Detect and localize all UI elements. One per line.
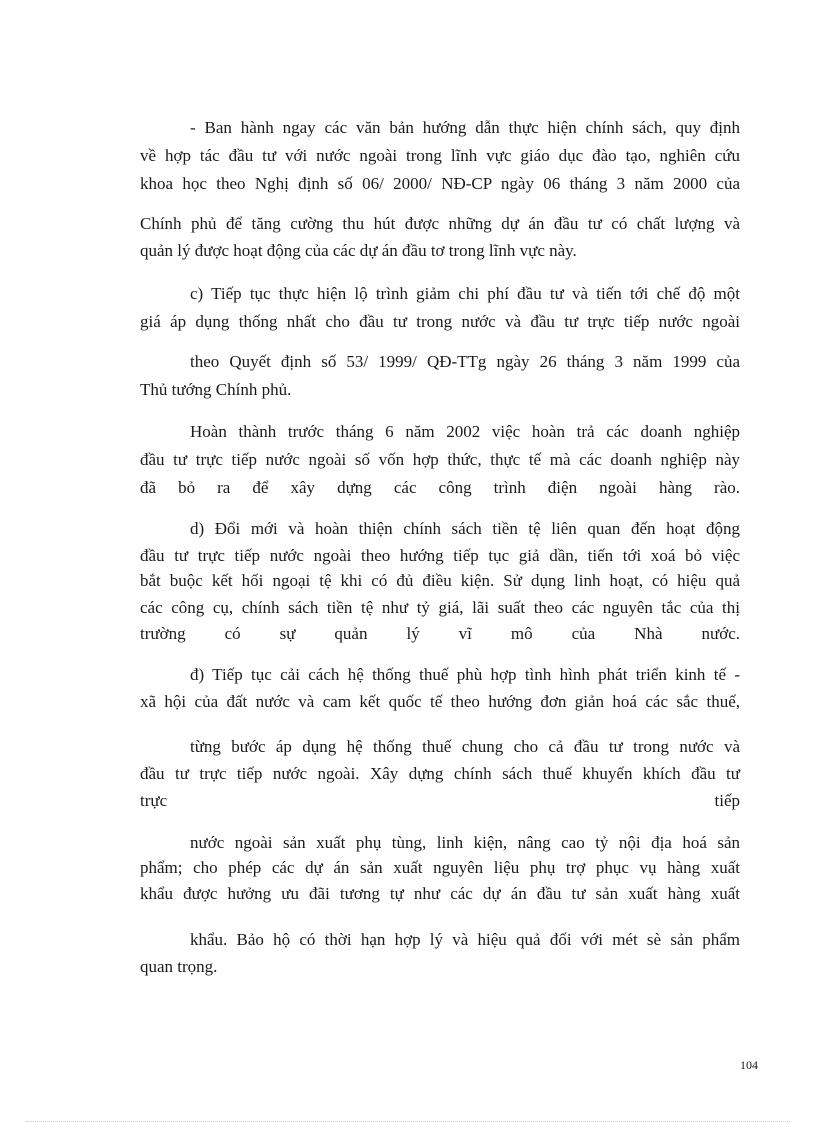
body-line: bắt buộc kết hối ngoại tệ khi có đủ điều kiện. Sử dụng linh hoạt, có hiệu quả: [140, 571, 740, 590]
body-line: xã hội của đất nước và cam kết quốc tế theo hướng đơn giản hoá các sắc thuế,: [140, 692, 740, 711]
body-line: các công cụ, chính sách tiền tệ như tỷ giá, lãi suất theo các nguyên tắc của thị: [140, 598, 740, 617]
body-line: đã bỏ ra để xây dựng các công trình điện ngoài hàng rào.: [140, 478, 740, 497]
body-line: Chính phủ để tăng cường thu hút được những dự án đầu tư có chất lượng và: [140, 214, 740, 233]
body-line: khẩu. Bảo hộ có thời hạn hợp lý và hiệu quả đối với mét sè sản phẩm: [190, 930, 740, 949]
body-line: d) Đổi mới và hoàn thiện chính sách tiền tệ liên quan đến hoạt động: [190, 519, 740, 538]
body-line: c) Tiếp tục thực hiện lộ trình giảm chi phí đầu tư và tiến tới chế độ một: [190, 284, 740, 303]
footer-divider: [26, 1121, 790, 1122]
body-line: giá áp dụng thống nhất cho đầu tư trong nước và đầu tư trực tiếp nước ngoài: [140, 312, 740, 331]
body-line: - Ban hành ngay các văn bản hướng dẫn thực hiện chính sách, quy định: [190, 118, 740, 137]
body-line: phẩm; cho phép các dự án sản xuất nguyên liệu phụ trợ phục vụ hàng xuất: [140, 858, 740, 877]
body-line: từng bước áp dụng hệ thống thuế chung cho cả đầu tư trong nước và: [190, 737, 740, 756]
body-line: Hoàn thành trước tháng 6 năm 2002 việc hoàn trả các doanh nghiệp: [190, 422, 740, 441]
body-line: đ) Tiếp tục cải cách hệ thống thuế phù hợp tình hình phát triển kinh tế -: [190, 665, 740, 684]
body-line: đầu tư trực tiếp nước ngoài. Xây dựng chính sách thuế khuyến khích đầu tư: [140, 764, 740, 783]
page-number: 104: [740, 1058, 758, 1072]
body-line: khẩu được hưởng ưu đãi tương tự như các dự án đầu tư sản xuất hàng xuất: [140, 884, 740, 903]
body-line: nước ngoài sản xuất phụ tùng, linh kiện, nâng cao tỷ nội địa hoá sản: [190, 833, 740, 852]
body-line: theo Quyết định số 53/ 1999/ QĐ-TTg ngày 26 tháng 3 năm 1999 của: [190, 352, 740, 371]
body-line: Thủ tướng Chính phủ.: [140, 380, 292, 399]
body-line: quản lý được hoạt động của các dự án đầu tơ trong lĩnh vực này.: [140, 241, 577, 260]
body-line: trực tiếp: [140, 791, 740, 810]
body-line: về hợp tác đầu tư với nước ngoài trong lĩnh vực giáo dục đào tạo, nghiên cứu: [140, 146, 740, 165]
body-line: đầu tư trực tiếp nước ngoài theo hướng tiếp tục giả dần, tiến tới xoá bỏ việc: [140, 546, 740, 565]
body-line: khoa học theo Nghị định số 06/ 2000/ NĐ-CP ngày 06 tháng 3 năm 2000 của: [140, 174, 740, 193]
body-line: quan trọng.: [140, 957, 218, 976]
body-line: trường có sự quản lý vĩ mô của Nhà nước.: [140, 624, 740, 643]
body-line: đầu tư trực tiếp nước ngoài số vốn hợp thức, thực tế mà các doanh nghiệp này: [140, 450, 740, 469]
